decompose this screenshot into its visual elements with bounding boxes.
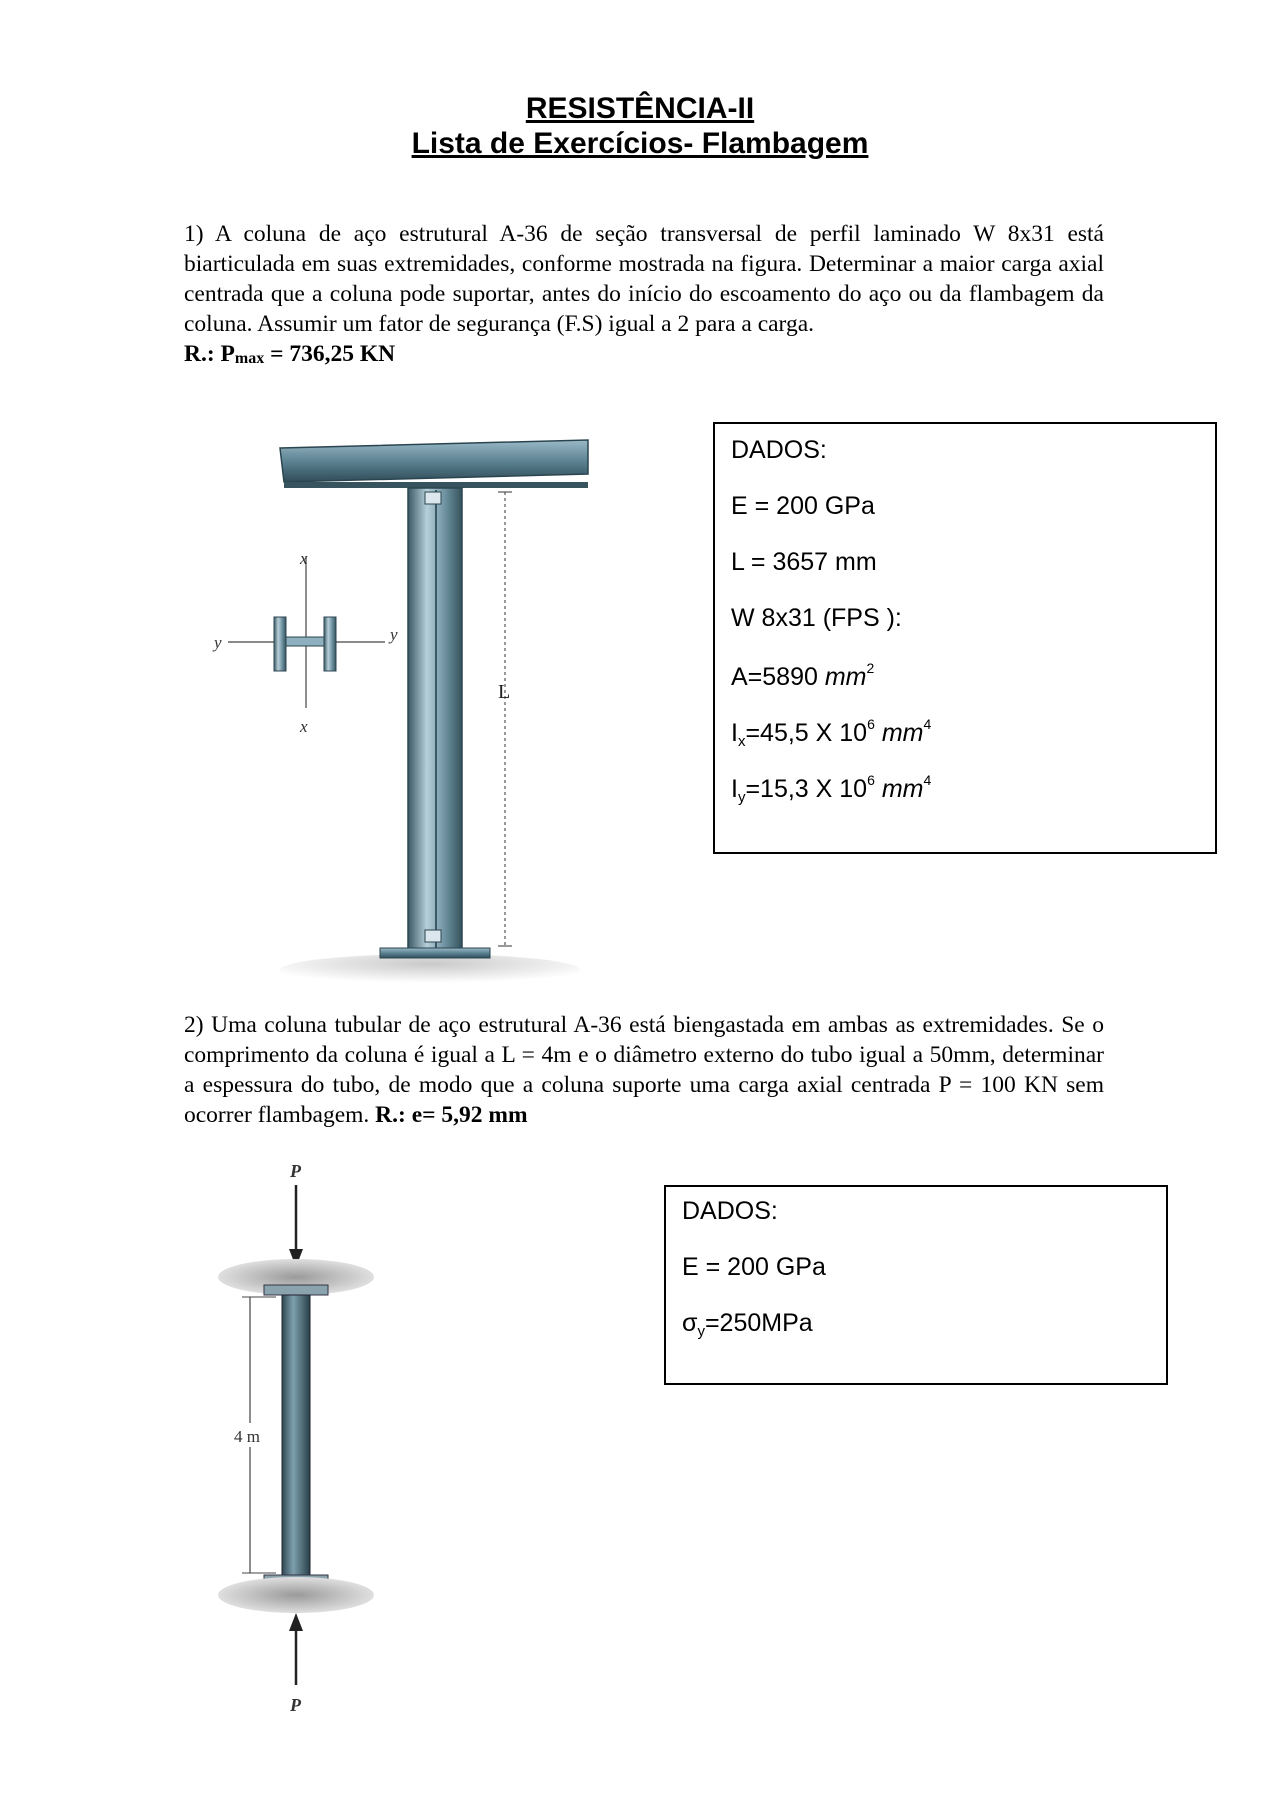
dados-l: L = 3657 mm [731, 548, 877, 576]
exercise-1 [184, 219, 1104, 374]
dados2-sigma: $\sigma_y=250MPa$ [682, 1309, 813, 1340]
w-section-icon [228, 556, 385, 708]
dados2-e: E = 200 GPa [682, 1253, 826, 1281]
page-subtitle: Lista de Exercícios- Flambagem [411, 127, 869, 160]
exercise-2-text: 2) Uma coluna tubular de aço estrutural A-36 está biengastada em ambas as extremidades. Se o comprimento da coluna é igual a L = 4m e o diâmetro externo do tubo igual a 50mm, determinar a espessura do tubo, de modo que a coluna suporte uma carga axial centrada P = 100 KN sem ocorrer flambagem. [184, 1012, 1104, 1128]
y-left-label: y [214, 633, 222, 652]
dados2-heading: DADOS: [682, 1197, 778, 1225]
x-top-label: x [300, 549, 308, 568]
exercise-1-answer: R.: $P_{max} = 736,25$ KN [184, 341, 396, 367]
dados-profile: W 8x31 (FPS ): [731, 604, 902, 632]
p-top-label: P [290, 1161, 301, 1181]
dados-box-2 [664, 1185, 1168, 1385]
y-right-label: y [390, 625, 398, 644]
dados-ix: $I_x=45,5$ X $10^6$ $mm^4$ [731, 716, 932, 750]
dados-area: A=5890 $mm^2$ [731, 660, 875, 691]
tubular-column-figure [190, 1155, 430, 1715]
exercise-2-answer: R.: e= 5,92 mm [375, 1102, 528, 1128]
tube [282, 1295, 310, 1575]
exercise-2 [184, 1010, 1104, 1130]
page-title: RESISTÊNCIA-II [525, 92, 755, 125]
x-bottom-label: x [300, 717, 308, 736]
dados-heading: DADOS: [731, 436, 827, 464]
top-beam [280, 440, 588, 482]
column-w8x31-figure [200, 430, 600, 985]
base-plate [380, 948, 490, 958]
exercise-1-text: 1) A coluna de aço estrutural A-36 de seção transversal de perfil laminado W 8x31 está biarticulada em suas extremidades, conforme mostrada na figura. Determinar a maior carga axial centrada que a coluna pode suportar, antes do início do escoamento do aço ou da flambagem da coluna. Assumir um fator de segurança (F.S) igual a 2 para a carga. [184, 221, 1104, 337]
p-bottom-label: P [290, 1695, 301, 1715]
dados-iy: $I_y=15,3$ X $10^6$ $mm^4$ [731, 772, 932, 806]
length-label-2: 4 m [234, 1427, 260, 1446]
dados-box-1 [713, 422, 1217, 854]
dados-e: E = 200 GPa [731, 492, 875, 520]
length-label: L [498, 681, 511, 703]
